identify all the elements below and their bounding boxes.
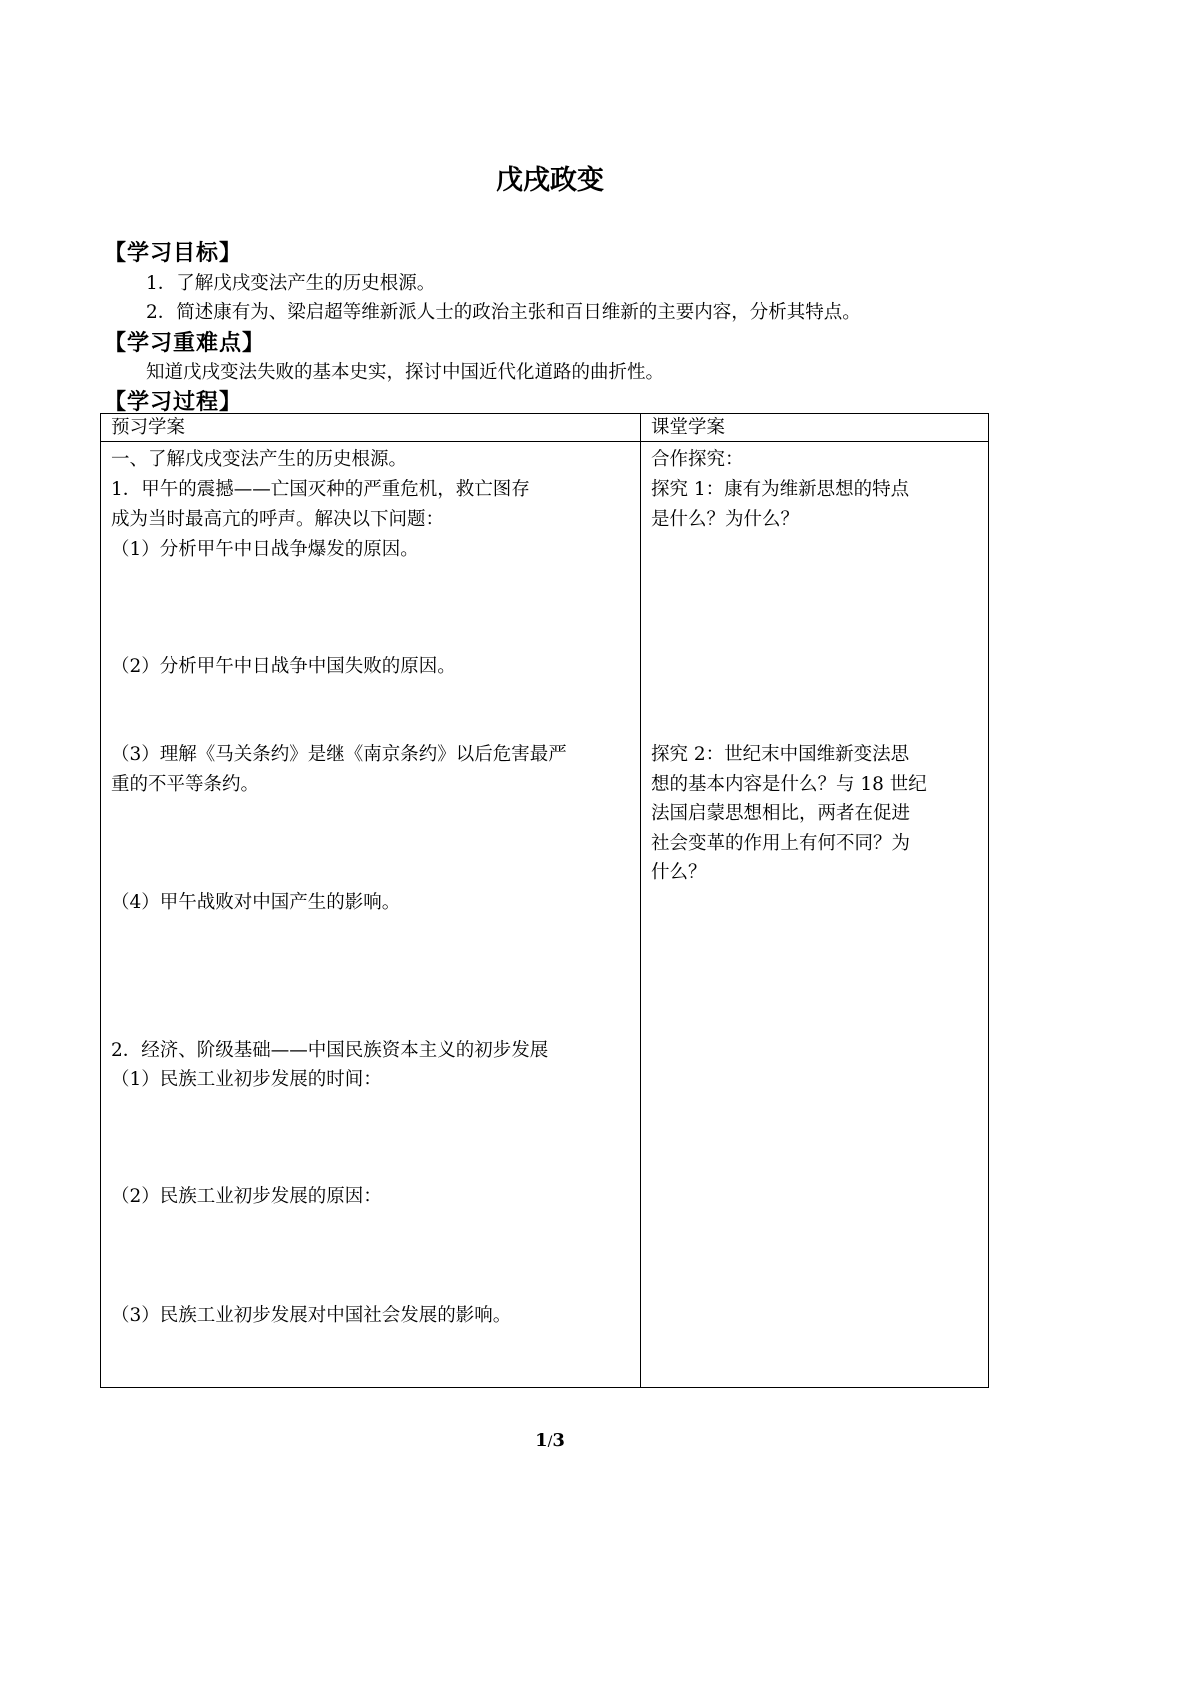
table-header-classroom [641, 414, 989, 442]
objective-item-2: 2．简述康有为、梁启超等维新派人士的政治主张和百日维新的主要内容，分析其特点。 [146, 302, 861, 323]
process-heading: 【学习过程】 [104, 390, 243, 415]
page-indicator [0, 1430, 1100, 1451]
classroom-line: 法国启蒙思想相比，两者在促进 [651, 803, 911, 824]
preview-line: 一、了解戊戌变法产生的历史根源。 [111, 449, 408, 470]
page-title: 戊戌政变 [496, 165, 604, 196]
objective-item-1: 1．了解戊戌变法产生的历史根源。 [146, 273, 436, 294]
table-header-preview [101, 414, 641, 442]
preview-line: （2）民族工业初步发展的原因： [111, 1186, 382, 1207]
objectives-heading: 【学习目标】 [104, 241, 243, 266]
preview-line: 2．经济、阶级基础——中国民族资本主义的初步发展 [111, 1040, 549, 1061]
preview-line: （1）民族工业初步发展的时间： [111, 1069, 382, 1090]
preview-line: （2）分析甲午中日战争中国失败的原因。 [111, 656, 456, 677]
preview-line: （4）甲午战败对中国产生的影响。 [111, 892, 401, 913]
preview-line: 成为当时最高亢的呼声。解决以下问题： [111, 509, 445, 530]
study-process-table [100, 413, 989, 1388]
preview-line: （3）理解《马关条约》是继《南京条约》以后危害最严 [111, 744, 567, 765]
classroom-line: 探究 2：世纪末中国维新变法思 [651, 744, 910, 765]
classroom-line: 想的基本内容是什么？与 18 世纪 [651, 774, 927, 795]
header-classroom-label: 课堂学案 [651, 417, 726, 438]
key-points-heading: 【学习重难点】 [104, 331, 266, 356]
classroom-line: 社会变革的作用上有何不同？为 [651, 833, 911, 854]
preview-line: 重的不平等条约。 [111, 774, 260, 795]
key-points-text: 知道戊戌变法失败的基本史实，探讨中国近代化道路的曲折性。 [146, 362, 665, 383]
preview-line: （3）民族工业初步发展对中国社会发展的影响。 [111, 1305, 512, 1326]
classroom-line: 什么？ [651, 862, 707, 883]
preview-cell [101, 442, 641, 1388]
classroom-line: 是什么？为什么？ [651, 509, 800, 530]
preview-line: （1）分析甲午中日战争爆发的原因。 [111, 539, 419, 560]
header-preview-label: 预习学案 [111, 417, 186, 438]
classroom-cell [641, 442, 989, 1388]
classroom-line: 合作探究： [651, 449, 744, 470]
classroom-line: 探究 1：康有为维新思想的特点 [651, 479, 910, 500]
total-pages: 3 [552, 1430, 565, 1451]
preview-line: 1．甲午的震撼——亡国灭种的严重危机，救亡图存 [111, 479, 530, 500]
current-page: 1 [535, 1430, 548, 1451]
page-separator: / [547, 1434, 553, 1450]
